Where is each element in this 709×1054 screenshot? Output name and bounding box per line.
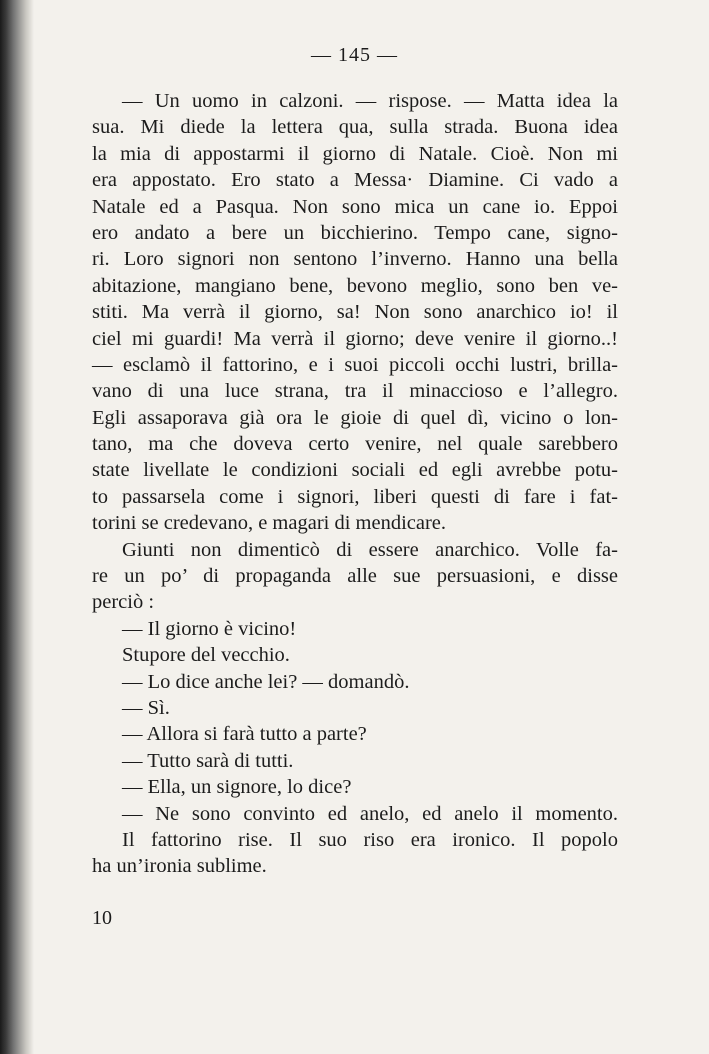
- text-line: Natale ed a Pasqua. Non sono mica un cane io. Eppoi: [92, 195, 618, 218]
- text-line: vano di una luce strana, tra il minaccioso e l’allegro.: [92, 380, 618, 403]
- text-line: ciel mi guardi! Ma verrà il giorno; deve venire il giorno..!: [92, 327, 618, 350]
- text-line: — esclamò il fattorino, e i suoi piccoli occhi lustri, brilla-: [92, 353, 618, 376]
- text-line: tano, ma che doveva certo venire, nel quale sarebbero: [92, 433, 618, 456]
- text-line: ero andato a bere un bicchierino. Tempo cane, signo-: [92, 221, 618, 244]
- text-line: perciò :: [92, 591, 155, 614]
- text-line: — Un uomo in calzoni. — rispose. — Matta idea la: [122, 90, 618, 112]
- text-line: — Allora si farà tutto a parte?: [122, 723, 367, 746]
- text-line: — Tutto sarà di tutti.: [122, 749, 294, 772]
- text-line: Il fattorino rise. Il suo riso era ironico. Il popolo: [122, 828, 618, 851]
- text-line: to passarsela come i signori, liberi questi di fare i fat-: [92, 485, 618, 508]
- text-line: re un po’ di propaganda alle sue persuasioni, e disse: [92, 565, 618, 588]
- text-line: — Sì.: [122, 696, 170, 719]
- text-line: Egli assaporava già ora le gioie di quel dì, vicino o lon-: [92, 406, 618, 429]
- text-line: Stupore del vecchio.: [122, 644, 290, 667]
- text-line: era appostato. Ero stato a Messa· Diamine. Ci vado a: [92, 169, 618, 192]
- text-line: Giunti non dimenticò di essere anarchico. Volle fa-: [122, 538, 618, 561]
- signature-mark: 10: [92, 907, 112, 929]
- text-line: — Ne sono convinto ed anelo, ed anelo il momento.: [122, 802, 618, 825]
- text-line: — Il giorno è vicino!: [122, 617, 297, 640]
- text-line: — Ella, un signore, lo dice?: [122, 776, 352, 799]
- text-line: stiti. Ma verrà il giorno, sa! Non sono anarchico io! il: [92, 301, 618, 324]
- text-line: ri. Loro signori non sentono l’inverno. Hanno una bella: [92, 248, 618, 271]
- page-number: — 145 —: [311, 44, 398, 66]
- text-line: — Lo dice anche lei? — domandò.: [122, 670, 410, 693]
- body-text: [92, 88, 618, 880]
- text-line: ha un’ironia sublime.: [92, 855, 267, 878]
- text-line: la mia di appostarmi il giorno di Natale. Cioè. Non mi: [92, 142, 618, 165]
- text-line: torini se credevano, e magari di mendicare.: [92, 512, 447, 535]
- text-line: abitazione, mangiano bene, bevono meglio, sono ben ve-: [92, 274, 618, 297]
- text-line: sua. Mi diede la lettera qua, sulla strada. Buona idea: [92, 116, 618, 139]
- text-line: state livellate le condizioni sociali ed egli avrebbe potu-: [92, 459, 618, 482]
